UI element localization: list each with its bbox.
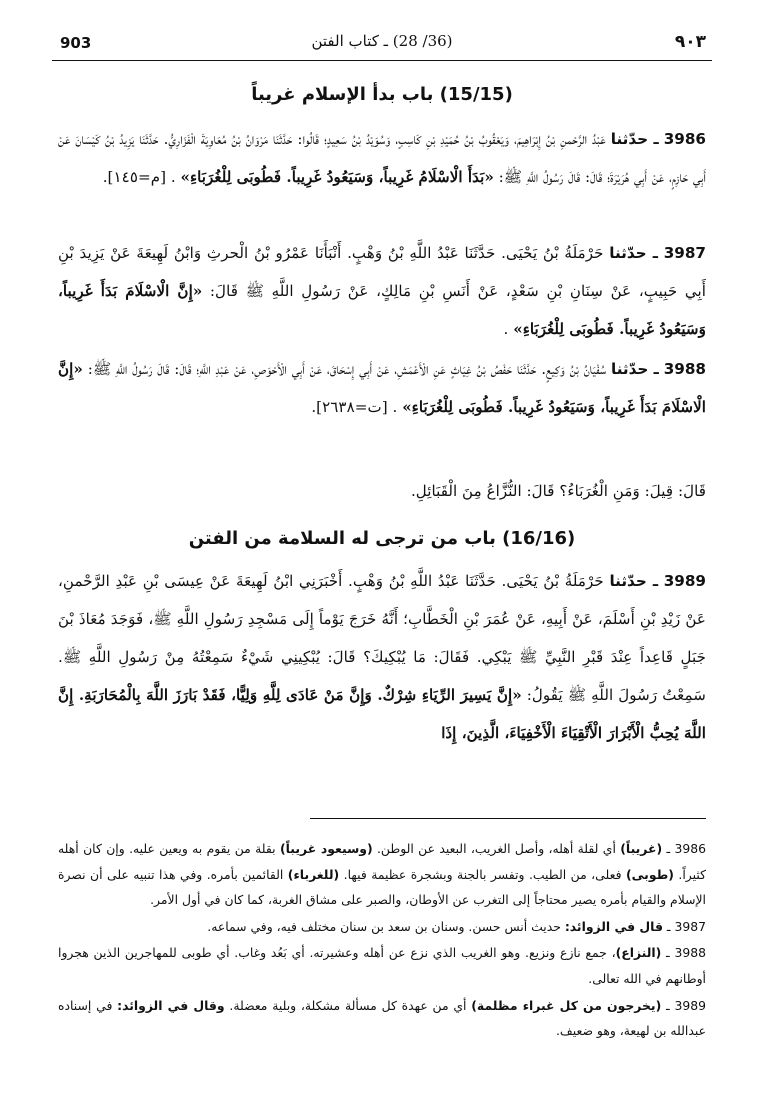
chapter-title-16: (16/16) باب من ترجى له السلامة من الفتن bbox=[188, 528, 576, 549]
hadith-3989 bbox=[58, 562, 706, 752]
footnote-term: (يخرجون من كل غبراء مظلمة) bbox=[471, 997, 662, 1013]
running-title: (36/ 28) ـ كتاب الفتن bbox=[311, 32, 453, 50]
hadith-3988 bbox=[58, 350, 706, 426]
hadith-lead: ـ حدّثنا bbox=[609, 572, 659, 590]
hadith-quote: «بَدَأَ الْاسْلَامُ غَرِيباً، وَسَيَعُودُ غَرِيباً. فَطُوبَى لِلْغُرَبَاءِ» bbox=[180, 168, 494, 186]
hadith-lead: ـ حدّثنا bbox=[609, 244, 658, 262]
hadith-reference: . [ت=٢٦٣٨]. bbox=[311, 398, 398, 416]
footnote-text: أي من عهدة كل مسألة مشكلة، وبلية معضلة. bbox=[224, 997, 472, 1013]
hadith-quote: «إِنَّ يَسِيرَ الرِّيَاءِ شِرْكٌ. وَإِنَّ مَنْ عَادَى لِلَّهِ وَلِيًّا، فَقَدْ بَارَزَ اللَّهَ بِالْمُحَارَبَةِ. إِنَّ اللَّهَ يُحِبُّ الْأَبْرَارَ الْأَتْقِيَاءَ الْأَخْفِيَاءَ، الَّذِينَ، إِذَا bbox=[58, 686, 706, 742]
footnote-text: في إسناده عبدالله بن لهيعة، وهو ضعيف. bbox=[58, 997, 706, 1039]
chapter-title-15: (15/15) باب بدأ الإسلام غريباً bbox=[251, 84, 513, 105]
footnote-3986: 3986 ـ (غريباً) أي لقلة أهله، وأصل الغريب، البعيد عن الوطن. (وسيعود غريباً) بقلة من يقوم به ويعين عليه. وإن كان أهله كثيراً. (طوبى) فعلى، من الطيب. وتفسر بالجنة وبشجرة عظيمة فيها. (للغرباء) القائمين بأمره. وفي هذا تنبيه على أن نصرة الإسلام والقيام بأمره يصير محتاجاً إلى التغرب عن الأوطان، والصبر على مشاق الغربة، كما كان في أول الأمر. bbox=[58, 841, 706, 908]
hadith-lead: ـ حدّثنا bbox=[610, 130, 659, 148]
footnote-text: أي لقلة أهله، وأصل الغريب، البعيد عن الوطن. bbox=[372, 841, 621, 856]
footnote-text: حديث أنس حسن. وسنان بن سعد بن سنان مختلف فيه، وفي سماعه. bbox=[207, 918, 565, 934]
hadith-quote: «إِنَّ الْاسْلَامَ بَدَأَ غَرِيباً، وَسَيَعُودُ غَرِيباً. فَطُوبَى لِلْغُرَبَاءِ» bbox=[58, 360, 706, 416]
hadith-reference: . bbox=[503, 320, 509, 338]
hadith-3987 bbox=[58, 234, 706, 348]
footnote-term: وقال في الزوائد: bbox=[117, 997, 225, 1013]
hadith-quote: «إِنَّ الْاسْلَامَ بَدَأَ غَرِيباً، وَسَيَعُودُ غَرِيباً. فَطُوبَى لِلْغُرَبَاءِ» bbox=[58, 282, 706, 338]
hadith-number: 3987 bbox=[663, 244, 707, 262]
footnote-text: ، جمع نازع ونزيع. وهو الغريب الذي نزع عن أهله وعشيرته. أي بَعُد وغاب. أي طوبى للمهاجرين الذين هجروا أوطانهم في الله تعالى. bbox=[58, 945, 706, 986]
footnote-3987: 3987 ـ قال في الزوائد: حديث أنس حسن. وسنان بن سعد بن سنان مختلف فيه، وفي سماعه. bbox=[207, 918, 706, 934]
footnote-3988: 3988 ـ (النزاع)، جمع نازع ونزيع. وهو الغريب الذي نزع عن أهله وعشيرته. أي بَعُد وغاب. أي طوبى للمهاجرين الذين هجروا أوطانهم في الله تعالى. bbox=[58, 945, 706, 986]
footnote-term: (غريباً) bbox=[620, 841, 663, 856]
page-header bbox=[52, 22, 712, 56]
footnote-3989: 3989 ـ (يخرجون من كل غبراء مظلمة) أي من عهدة كل مسألة مشكلة، وبلية معضلة. وقال في الزوائد: في إسناده عبدالله بن لهيعة، وهو ضعيف. bbox=[58, 997, 706, 1039]
footnote-term: قال في الزوائد: bbox=[564, 918, 663, 934]
footnote-term: (النزاع) bbox=[615, 945, 662, 961]
header-rule bbox=[52, 60, 712, 61]
hadith-text: حَرْمَلَةُ بْنُ يَحْيَى. حَدَّثَنَا عَبْدُ اللَّهِ بْنُ وَهْبٍ. أَنْبَأَنَا عَمْرُو بْنُ الْحرثِ وَابْنُ لَهِيعَةَ عَنْ يَزِيدَ بْنِ أَبِي حَبِيبٍ، عَنْ سِنَانِ بْنِ سَعْدٍ، عَنْ أَنَسِ بْنِ مَالِكٍ، عَنْ رَسُولِ اللَّهِ ﷺ قَالَ: bbox=[58, 244, 706, 300]
hadith-reference: . [م=١٤٥]. bbox=[102, 168, 176, 186]
footnote-term: (للغرباء) bbox=[287, 866, 340, 882]
hadith-text: سُفْيَانُ بْنُ وَكِيعٍ. حَدَّثَنَا حَفْصُ بْنُ غِيَاثٍ عَنِ الْأَعْمَشِ، عَنْ أَبِي إِسْحَاقَ، عَنْ أَبِي الْأَحْوَصِ، عَنْ عَبْدِ اللَّهِ؛ قَالَ: قَالَ رَسُولُ اللَّهِ ﷺ: bbox=[82, 360, 607, 378]
hadith-number: 3989 bbox=[663, 572, 707, 590]
footnote-term: (طوبى) bbox=[625, 866, 674, 882]
footnote-text: فعلى، من الطيب. وتفسر بالجنة وبشجرة عظيمة فيها. bbox=[339, 866, 626, 882]
hadith-text: عَبْدُ الرَّحْمنِ بْنُ إِبْرَاهِيمَ، وَيَعْقُوبُ بْنُ حُمَيْدِ بْنِ كَاسِبٍ، وَسُوَيْدُ بْنُ سَعِيدٍ؛ قَالُوا: حَدَّثَنَا مَرْوَانُ بْنُ مُعَاوِيَةَ الْفَزَارِيُّ. حَدَّثَنَا يَزِيدُ بْنُ كَيْسَانَ عَنْ أَبِي حَازِمٍ، عَنْ أَبِي هُرَيْرَةَ؛ قَالَ: قَالَ رَسُولُ اللَّهِ ﷺ: bbox=[58, 130, 706, 186]
hadith-number: 3988 bbox=[663, 360, 706, 378]
footnote-term: (وسيعود غريباً) bbox=[279, 841, 373, 856]
hadith-number: 3986 bbox=[663, 130, 707, 148]
hadith-text: حَرْمَلَةُ بْنُ يَحْيَى. حَدَّثَنَا عَبْدُ اللَّهِ بْنُ وَهْبٍ. أَخْبَرَنِي ابْنُ لَهِيعَةَ عَنْ عِيسَى بْنِ عَبْدِ الرَّحْمنِ، عَنْ زَيْدِ بْنِ أَسْلَمَ، عَنْ أَبِيهِ، عَنْ عُمَرَ بْنِ الْخَطَّابِ؛ أَنَّهُ خَرَجَ يَوْماً إِلَى مَسْجِدِ رَسُولِ اللَّهِ ﷺ، فَوَجَدَ مُعَاذَ بْنَ جَبَلٍ قَاعِداً عِنْدَ قَبْرِ النَّبِيِّ ﷺ يَبْكِي. فَقَالَ: مَا يُبْكِيكَ؟ قَالَ: يُبْكِينِي شَيْءٌ سَمِعْتُهُ مِنْ رَسُولِ اللَّهِ ﷺ. سَمِعْتُ رَسُولَ اللَّهِ ﷺ يَقُولُ: bbox=[58, 572, 706, 704]
footnote-number: 3986 bbox=[674, 841, 706, 856]
hadith-3988-continuation bbox=[58, 472, 706, 510]
footnote-number: 3987 bbox=[674, 918, 706, 934]
footnote-number: 3989 bbox=[674, 997, 706, 1013]
footnotes bbox=[58, 836, 706, 1045]
footnote-text: القائمين بأمره. وفي هذا تنبيه على أن نصرة الإسلام والقيام بأمره يصير محتاجاً إلى التغرب عن الأوطان، والصبر على مشاق الغربة، كما كان في أول الأمر. bbox=[58, 866, 706, 908]
hadith-3986 bbox=[58, 120, 706, 196]
footnote-text: بقلة من يقوم به ويعين عليه. وإن كان أهله كثيراً. bbox=[58, 841, 706, 882]
hadith-text: قَالَ: قِيلَ: وَمَنِ الْغُرَبَاءُ؟ قَالَ: النُّزَّاعُ مِنَ الْقَبَائِلِ. bbox=[410, 482, 706, 500]
page-number-arabic: ٩٠٣ bbox=[674, 32, 706, 52]
hadith-lead: ـ حدّثنا bbox=[611, 360, 659, 378]
page-number-latin: 903 bbox=[60, 34, 92, 52]
footnote-separator bbox=[310, 818, 706, 819]
footnote-number: 3988 bbox=[674, 945, 706, 961]
